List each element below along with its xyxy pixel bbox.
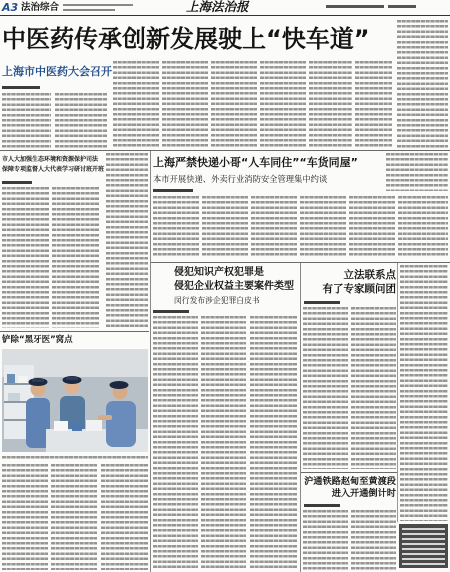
courier-body-text (153, 196, 199, 258)
lead-body-text (397, 20, 448, 148)
lead-body-text (2, 93, 51, 148)
lead-body-text (55, 93, 107, 148)
lead-body-text (309, 61, 352, 148)
npc-headline-line1: 市人大加强生态环境和资源保护司法 (2, 156, 99, 163)
courier-body-text (300, 196, 346, 258)
right-column-body-text (400, 265, 448, 521)
ip-subhead: 闵行发布涉企犯罪白皮书 (174, 296, 260, 305)
photo-story-body-text (51, 464, 97, 570)
news-photo-image (2, 349, 148, 452)
railway-body-text (351, 510, 396, 570)
npc-body-text (2, 187, 49, 328)
lead-headline: 中医药传承创新发展驶上“快车道” (2, 25, 370, 53)
news-hotline-box (399, 524, 448, 568)
section-rule (0, 331, 149, 332)
column-rule (397, 263, 398, 522)
photo-story-body-text (101, 464, 148, 570)
npc-body-text (106, 153, 148, 328)
legislation-headline-line2: 有了专家顾问团 (322, 282, 396, 295)
ip-byline (153, 310, 189, 313)
column-rule (150, 151, 151, 572)
courier-body-text (386, 153, 448, 191)
news-photo (2, 349, 148, 452)
railway-headline (302, 477, 396, 501)
railway-headline-line2: 进入开通倒计时 (331, 488, 396, 500)
photo-caption (2, 456, 148, 461)
editor-info (63, 4, 133, 6)
ip-headline-line1: 侵犯知识产权犯罪是 (174, 267, 264, 278)
header-rule (0, 15, 450, 16)
legislation-body-text (303, 307, 348, 469)
legislation-byline (304, 301, 340, 304)
legislation-headline-line1: 立法联系点 (343, 269, 396, 281)
lead-body-text (162, 61, 208, 148)
courier-byline (153, 189, 193, 192)
photo-story-title: 铲除“黑牙医”窝点 (2, 335, 73, 345)
railway-body-text (303, 510, 348, 570)
legislation-body-text (351, 307, 396, 469)
page-info (388, 5, 416, 8)
railway-headline-line1: 沪通铁路赵甸至黄渡段 (304, 476, 396, 487)
ip-body-text (250, 316, 297, 570)
lead-body-text (355, 61, 392, 148)
section-rule (301, 472, 397, 473)
ip-body-text (153, 316, 198, 570)
issue-date (326, 5, 384, 8)
hotline-text (402, 528, 445, 565)
lead-subhead: 上海市中医药大会召开 (2, 65, 112, 78)
npc-headline-line2: 保障专项监督人大代表学习研讨班开班 (2, 166, 105, 173)
editor-email (63, 9, 115, 11)
lead-body-text (211, 61, 257, 148)
lead-body-text (260, 61, 306, 148)
npc-byline (2, 181, 32, 184)
railway-byline (304, 504, 340, 507)
courier-body-text (349, 196, 395, 258)
section-title: 法治综合 (21, 2, 60, 13)
courier-body-text (398, 196, 448, 258)
legislation-headline (302, 270, 396, 297)
page-label: A3 (2, 1, 19, 14)
ip-headline-line2: 侵犯企业权益主要案件类型 (174, 281, 294, 292)
photo-story-body-text (2, 464, 48, 570)
lead-body-text (113, 61, 159, 148)
ip-body-text (201, 316, 246, 570)
courier-body-text (202, 196, 248, 258)
masthead: 上海法治报 (186, 0, 249, 14)
npc-body-text (52, 187, 99, 328)
section-rule (0, 150, 450, 151)
column-rule (300, 263, 301, 572)
courier-subhead: 本市开展快递、外卖行业消防安全管理集中约谈 (153, 174, 328, 184)
lead-byline (2, 86, 40, 89)
courier-body-text (251, 196, 297, 258)
courier-headline: 上海严禁快递小哥“人车同住”“车货同屋” (153, 156, 358, 169)
